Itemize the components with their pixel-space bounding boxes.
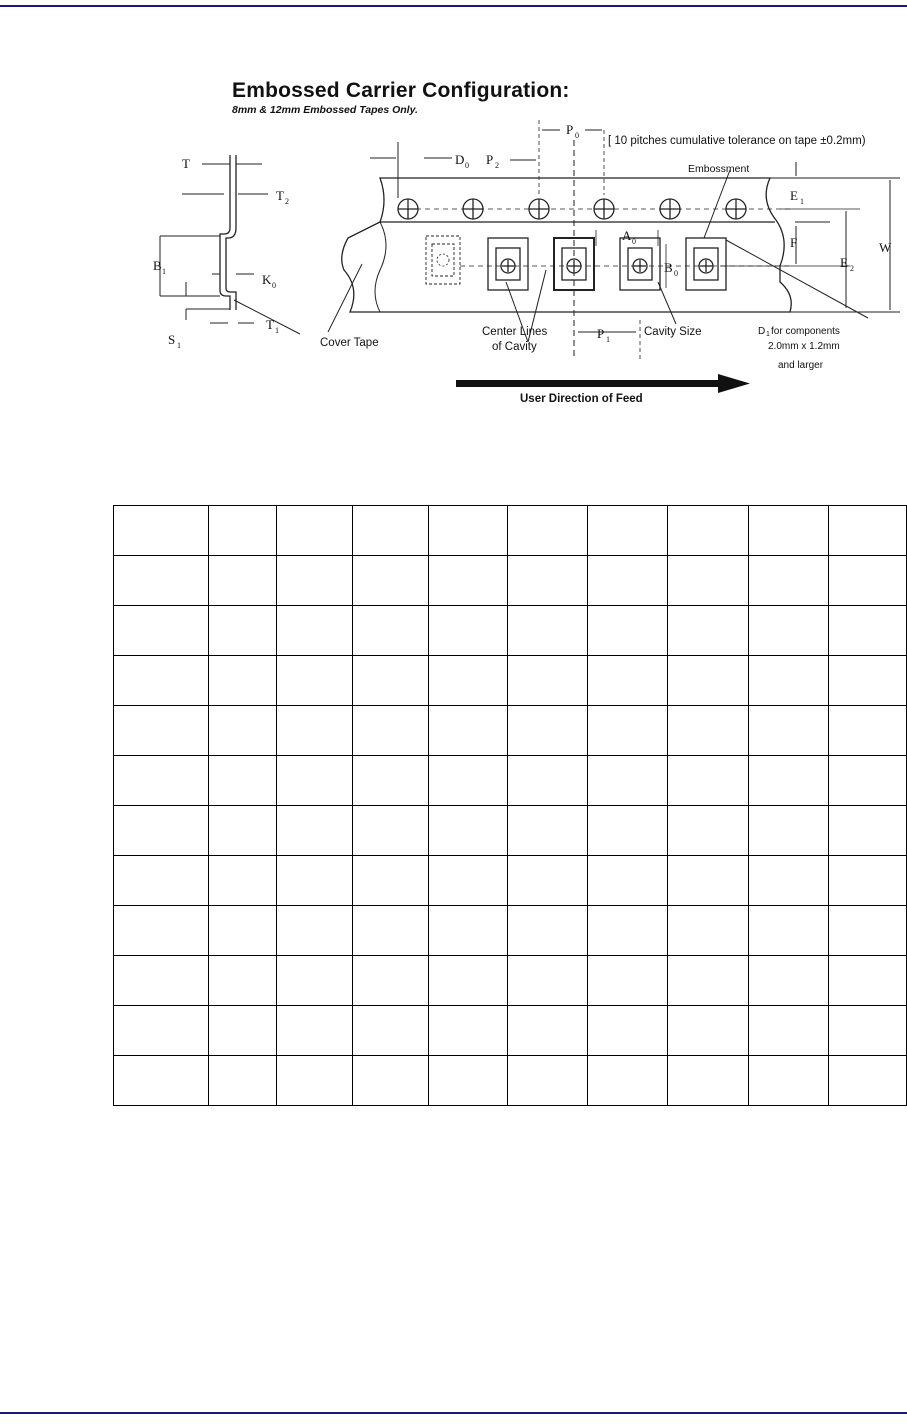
svg-text:F: F — [790, 235, 798, 250]
table-cell — [828, 756, 906, 806]
table-cell — [828, 806, 906, 856]
table-cell — [209, 906, 277, 956]
svg-text:2: 2 — [495, 161, 499, 170]
table-cell — [507, 656, 587, 706]
table-cell — [828, 1006, 906, 1056]
table-cell — [277, 606, 352, 656]
figure-subtitle: 8mm & 12mm Embossed Tapes Only. — [232, 104, 418, 116]
table-cell — [507, 556, 587, 606]
svg-text:for components: for components — [771, 326, 840, 337]
table-cell — [352, 606, 428, 656]
table-cell — [507, 1056, 587, 1106]
svg-text:W: W — [879, 240, 892, 255]
cavity-size-label: Cavity Size — [644, 326, 702, 338]
table-cell — [668, 1056, 748, 1106]
table-cell — [588, 556, 668, 606]
table-cell — [748, 706, 828, 756]
table-cell — [507, 906, 587, 956]
table-cell — [748, 1056, 828, 1106]
table-cell — [209, 656, 277, 706]
table-cell — [748, 1006, 828, 1056]
table-cell — [828, 1056, 906, 1106]
table-cell — [352, 1056, 428, 1106]
table-cell — [114, 756, 209, 806]
table-cell — [668, 906, 748, 956]
table-cell — [588, 606, 668, 656]
tape-profile — [220, 155, 230, 310]
svg-text:D: D — [455, 152, 465, 167]
table-cell — [828, 656, 906, 706]
svg-text:1: 1 — [177, 341, 181, 350]
table-row — [114, 956, 907, 1006]
table-cell — [588, 956, 668, 1006]
svg-text:T: T — [276, 188, 284, 203]
table-cell — [507, 856, 587, 906]
svg-text:1: 1 — [766, 331, 770, 338]
table-row — [114, 806, 907, 856]
table-cell — [748, 656, 828, 706]
table-row — [114, 1056, 907, 1106]
svg-text:T: T — [266, 317, 274, 332]
table-cell — [428, 706, 507, 756]
svg-text:B: B — [664, 260, 673, 275]
table-cell — [748, 856, 828, 906]
svg-text:K: K — [262, 272, 272, 287]
table-cell — [828, 906, 906, 956]
table-cell — [668, 656, 748, 706]
tape-outline — [342, 178, 792, 312]
table-cell — [352, 556, 428, 606]
table-cell — [209, 1006, 277, 1056]
table-cell — [428, 756, 507, 806]
table-cell — [507, 606, 587, 656]
table-cell — [114, 1006, 209, 1056]
table-row — [114, 856, 907, 906]
table-cell — [352, 656, 428, 706]
table-cell — [114, 906, 209, 956]
table-row — [114, 506, 907, 556]
bottom-rule — [0, 1412, 907, 1414]
table-cell — [588, 506, 668, 556]
table-cell — [748, 806, 828, 856]
table-cell — [209, 806, 277, 856]
feed-direction-label: User Direction of Feed — [520, 393, 643, 405]
table-cell — [748, 556, 828, 606]
table-cell — [428, 806, 507, 856]
svg-text:1: 1 — [606, 335, 610, 344]
svg-text:2: 2 — [850, 264, 854, 273]
svg-text:P: P — [566, 122, 574, 137]
table-cell — [428, 556, 507, 606]
table-cell — [209, 956, 277, 1006]
table-cell — [428, 506, 507, 556]
table-cell — [428, 906, 507, 956]
table-cell — [277, 906, 352, 956]
top-rule — [0, 5, 907, 7]
table-cell — [352, 1006, 428, 1056]
svg-text:E: E — [840, 255, 848, 270]
table-cell — [352, 806, 428, 856]
table-cell — [507, 706, 587, 756]
table-cell — [588, 656, 668, 706]
table-cell — [352, 956, 428, 1006]
table-cell — [588, 1006, 668, 1056]
table-cell — [114, 706, 209, 756]
table-cell — [588, 756, 668, 806]
table-cell — [209, 756, 277, 806]
table-cell — [748, 906, 828, 956]
table-cell — [114, 556, 209, 606]
svg-text:0: 0 — [465, 161, 469, 170]
table-cell — [828, 606, 906, 656]
table-cell — [668, 506, 748, 556]
table-row — [114, 606, 907, 656]
table-cell — [114, 656, 209, 706]
table-cell — [114, 856, 209, 906]
svg-text:2: 2 — [285, 197, 289, 206]
dim-t: T — [182, 156, 190, 171]
table-cell — [209, 556, 277, 606]
table-cell — [277, 506, 352, 556]
svg-text:of Cavity: of Cavity — [492, 341, 537, 353]
table-cell — [668, 1006, 748, 1056]
table-cell — [114, 506, 209, 556]
table-cell — [748, 506, 828, 556]
table-row — [114, 706, 907, 756]
table-cell — [277, 756, 352, 806]
table-cell — [748, 606, 828, 656]
svg-text:S: S — [168, 332, 176, 347]
svg-text:P: P — [486, 152, 494, 167]
table-cell — [428, 1056, 507, 1106]
table-cell — [352, 906, 428, 956]
table-row — [114, 906, 907, 956]
table-cell — [588, 706, 668, 756]
table-cell — [428, 656, 507, 706]
pitch-tolerance-note: [ 10 pitches cumulative tolerance on tape ±0.2mm) — [608, 135, 866, 147]
table-cell — [668, 706, 748, 756]
table-cell — [277, 556, 352, 606]
table-cell — [507, 806, 587, 856]
table-cell — [828, 506, 906, 556]
table-cell — [209, 856, 277, 906]
embossment-label: Embossment — [688, 163, 750, 175]
table-cell — [209, 506, 277, 556]
embossed-carrier-figure — [130, 70, 900, 415]
table-cell — [507, 756, 587, 806]
svg-text:E: E — [790, 188, 798, 203]
table-cell — [828, 556, 906, 606]
dimension-table — [113, 505, 907, 1106]
table-cell — [277, 706, 352, 756]
svg-text:1: 1 — [800, 197, 804, 206]
table-cell — [507, 1006, 587, 1056]
table-cell — [114, 606, 209, 656]
table-cell — [668, 756, 748, 806]
cover-tape-label: Cover Tape — [320, 337, 379, 349]
feed-arrow — [456, 374, 750, 393]
table-cell — [828, 706, 906, 756]
svg-text:0: 0 — [674, 269, 678, 278]
table-cell — [209, 1056, 277, 1106]
svg-text:A: A — [622, 228, 632, 243]
table-cell — [588, 856, 668, 906]
svg-text:D: D — [758, 326, 766, 337]
table-cell — [277, 956, 352, 1006]
table-cell — [352, 506, 428, 556]
svg-text:B: B — [153, 258, 162, 273]
svg-text:2.0mm x 1.2mm: 2.0mm x 1.2mm — [768, 341, 840, 352]
table-cell — [588, 906, 668, 956]
table-cell — [428, 956, 507, 1006]
cavities — [488, 238, 726, 290]
table-cell — [828, 856, 906, 906]
table-cell — [114, 1056, 209, 1106]
table-cell — [668, 556, 748, 606]
table-cell — [588, 1056, 668, 1106]
table-cell — [748, 756, 828, 806]
table-cell — [428, 856, 507, 906]
svg-text:1: 1 — [162, 267, 166, 276]
table-cell — [277, 1006, 352, 1056]
table-cell — [668, 806, 748, 856]
table-cell — [277, 806, 352, 856]
table-cell — [209, 706, 277, 756]
svg-text:1: 1 — [275, 326, 279, 335]
svg-text:0: 0 — [575, 131, 579, 140]
table-row — [114, 756, 907, 806]
table-row — [114, 556, 907, 606]
figure-title: Embossed Carrier Configuration: — [232, 79, 570, 102]
table-cell — [668, 606, 748, 656]
table-cell — [352, 706, 428, 756]
table-cell — [352, 856, 428, 906]
table-cell — [507, 956, 587, 1006]
table-row — [114, 1006, 907, 1056]
table-cell — [428, 1006, 507, 1056]
table-cell — [277, 1056, 352, 1106]
table-cell — [828, 956, 906, 1006]
table-cell — [114, 806, 209, 856]
svg-text:P: P — [597, 326, 605, 341]
svg-text:0: 0 — [272, 281, 276, 290]
svg-text:Center Lines: Center Lines — [482, 326, 548, 338]
table-cell — [277, 856, 352, 906]
table-cell — [507, 506, 587, 556]
table-cell — [668, 956, 748, 1006]
table-cell — [114, 956, 209, 1006]
table-cell — [352, 756, 428, 806]
table-row — [114, 656, 907, 706]
table-cell — [748, 956, 828, 1006]
table-cell — [209, 606, 277, 656]
table-cell — [668, 856, 748, 906]
carrier-tape-drawing — [130, 70, 900, 415]
svg-text:and larger: and larger — [778, 360, 824, 371]
svg-text:0: 0 — [632, 237, 636, 246]
table-cell — [277, 656, 352, 706]
table-cell — [588, 806, 668, 856]
table-cell — [428, 606, 507, 656]
